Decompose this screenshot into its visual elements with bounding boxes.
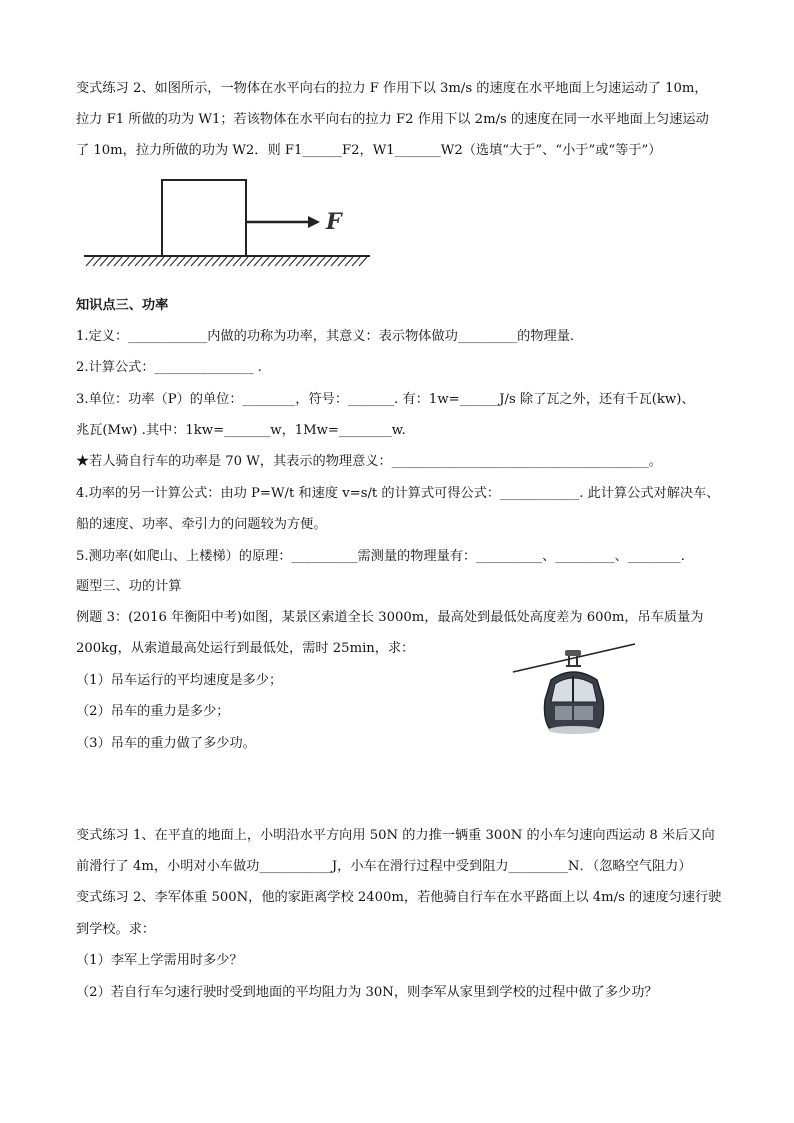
force-label: F [326,209,342,235]
exercise2-line3: 了 10m，拉力所做的功为 W2．则 F1______F2，W1_______W2（选填“大于”、“小于”或“等于”） [76,143,662,158]
unit-line1: 3.单位：功率（P）的单位：________，符号：_______. 有：1w=______J/s 除了瓦之外，还有千瓦(kw)、 [76,392,695,407]
example3-line2: 200kg，从索道最高处运行到最低处，需时 25min，求： [76,641,415,656]
exercise2-line2: 拉力 F1 所做的功为 W1；若该物体在水平向右的拉力 F2 作用下以 2m/s 的速度在同一水平地面上匀速运动 [76,112,709,127]
exercise2b-q2: （2）若自行车匀速行驶时受到地面的平均阻力为 30N，则李军从家里到学校的过程中做了多少功？ [76,985,658,1000]
cable-car-image [511,640,637,740]
definition-line: 1.定义：____________内做的功称为功率，其意义：表示物体做功_________的物理量. [76,329,575,344]
example3-q1: （1）吊车运行的平均速度是多少； [76,673,283,688]
example3-line1: 例题 3：(2016 年衡阳中考)如图，某景区索道全长 3000m，最高处到最低处高度差为 600m，吊车质量为 [76,610,704,625]
ground-hatching [86,257,367,266]
example3-q2: （2）吊车的重力是多少； [76,704,230,719]
section-heading-power: 知识点三、功率 [76,298,169,313]
block [162,180,246,256]
exercise1-line2: 前滑行了 4m，小明对小车做功___________J，小车在滑行过程中受到阻力_________N．（忽略空气阻力） [76,859,692,874]
other-formula-line1: 4.功率的另一计算公式：由功 P=W/t 和速度 v=s/t 的计算式可得公式：____________. 此计算公式对解决车、 [76,486,720,501]
example3-q3: （3）吊车的重力做了多少功。 [76,736,256,751]
force-diagram [82,178,374,272]
question-type-heading: 题型三、功的计算 [76,579,182,594]
measure-power-line: 5.测功率(如爬山、上楼梯）的原理：__________需测量的物理量有：__________、_________、________. [76,549,685,564]
exercise2b-q1: （1）李军上学需用时多少？ [76,953,243,968]
cable [513,644,635,672]
bicycle-power-line: ★若人骑自行车的功率是 70 W，其表示的物理意义：_______________________________________。 [76,454,662,469]
exercise2b-line2: 到学校。求： [76,922,156,937]
other-formula-line2: 船的速度、功率、牵引力的问题较为方便。 [76,517,327,532]
formula-line: 2.计算公式：_______________ . [76,360,262,375]
unit-line2: 兆瓦(Mw) .其中：1kw=_______w，1Mw=________w. [76,423,406,438]
exercise1-line1: 变式练习 1、在平直的地面上，小明沿水平方向用 50N 的力推一辆重 300N 的小车匀速向西运动 8 米后又向 [76,828,715,843]
force-arrowhead [308,216,320,228]
exercise2-line1: 变式练习 2、如图所示，一物体在水平向右的拉力 F 作用下以 3m/s 的速度在水平地面上匀速运动了 10m， [76,81,708,96]
exercise2b-line1: 变式练习 2、李军体重 500N，他的家距离学校 2400m，若他骑自行车在水平路面上以 4m/s 的速度匀速行驶 [76,890,722,905]
